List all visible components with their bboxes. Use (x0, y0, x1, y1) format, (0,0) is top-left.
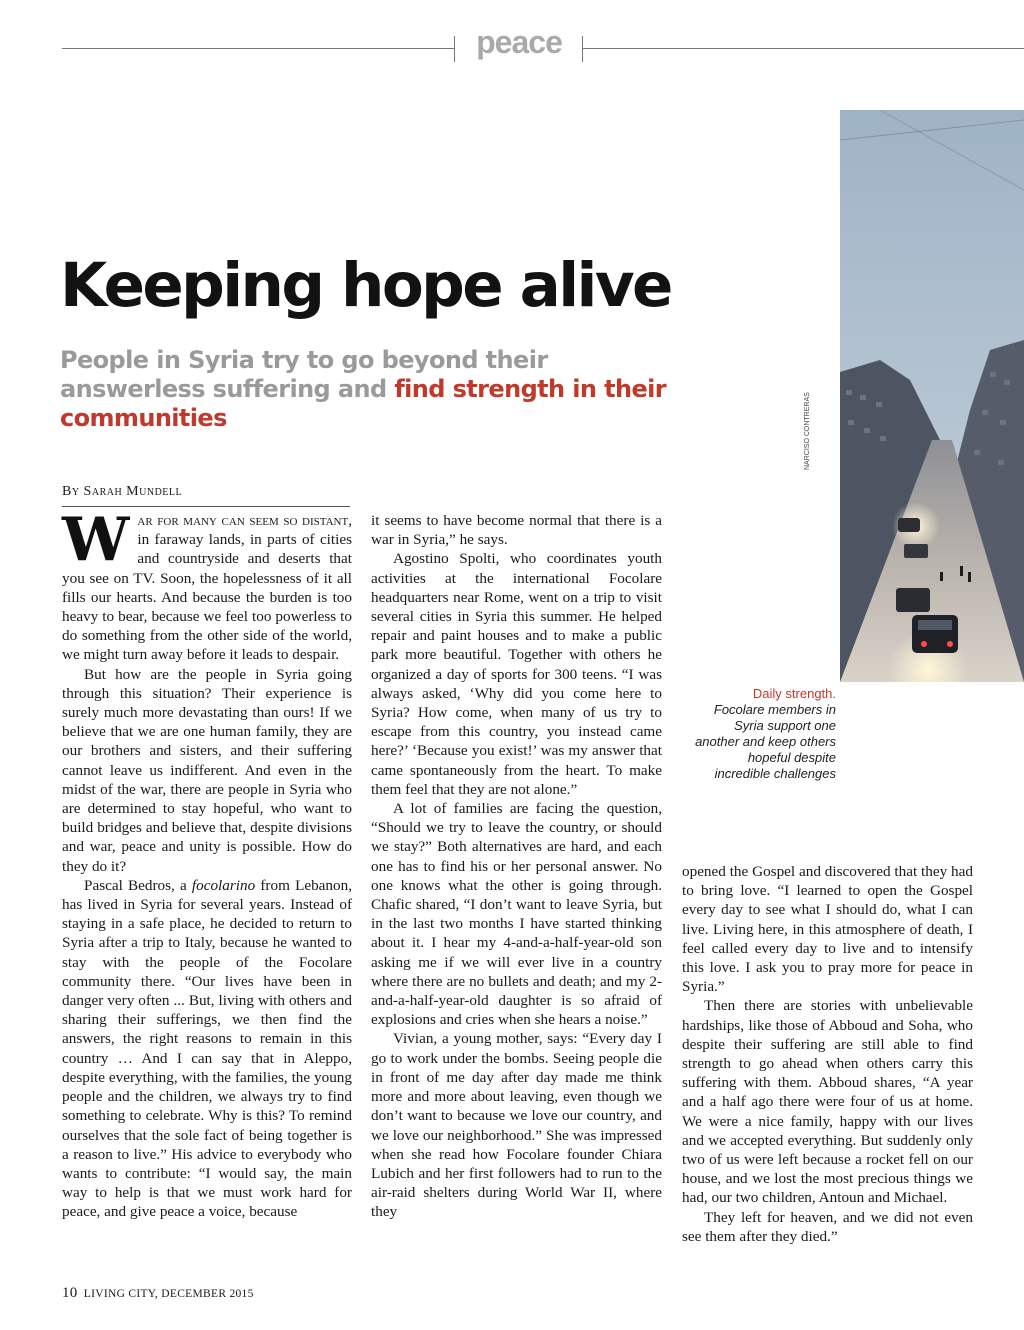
paragraph: Agostino Spolti, who coordinates youth activities at the international Focolare headquarters near Rome, went on a trip to visit several cities in Syria this summer. He helped repair and paint houses and to make a public park more beautiful. Together with others he organized a day of sports for 300 teens. “I was always asked, ‘Why did you come here to Syria? How come, when many of us try to escape from this country, you instead came here?’ ‘Because you exist!’ was my answer that came spontaneously from the heart. To make them feel that they are not alone.” (371, 550, 662, 798)
paragraph-text: Pascal Bedros, a (84, 876, 192, 894)
byline: By Sarah Mundell (62, 484, 350, 507)
paragraph: it seems to have become normal that there is a war in Syria,” he says. (371, 512, 662, 549)
deck-highlight-text: find strength in their communities (60, 375, 667, 432)
paragraph: Then there are stories with unbelievable hardships, like those of Abboud and Soha, who despite their suffering are still able to find strength to go ahead when others carry this suffering with them. Abboud shares, “A year and a half ago there were four of us at home. We were a nice family, happy with our lives and we accepted everything. But suddenly only two of us were left because a rocket fell on our house, and we lost the most precious things we had, our two children, Antoun and Michael. (682, 997, 973, 1207)
caption-title: Daily strength. (752, 686, 836, 701)
paragraph: But how are the people in Syria going through this situation? Their experience is surely much more devastating than ours! If we believe that we are one human family, they are our brothers and sisters, and their suffering cannot leave us indifferent. And even in the midst of the war, there are people in Syria who are determined to stay hopeful, who want to build bridges and believe that, despite divisions and war, peace and unity is possible. How do they do it? (62, 665, 352, 875)
deck-grey-text: People in Syria try to go beyond their answerless suffering and (60, 346, 548, 403)
italic-term: focolarino (191, 876, 256, 894)
street-photo (840, 110, 1024, 682)
paragraph (62, 876, 352, 1222)
column-1 (62, 505, 352, 1222)
section-rule-right (582, 48, 1024, 49)
article-headline: Keeping hope alive (60, 250, 671, 321)
column-3 (682, 862, 973, 1246)
paragraph: They left for heaven, and we did not even see them after they died.” (682, 1208, 973, 1245)
paragraph-text: from Lebanon, has lived in Syria for several years. Instead of staying in a safe place, he decided to return to Syria after a trip to Italy, because he wanted to stay with the people of the Focolare community there. “Our lives have been in danger very often ... But, living with others and sharing their sufferings, we then find the answers, the right reasons to remain in this country … And I can say that in Aleppo, despite everything, with the families, the young people and the children, we always try to find something to celebrate. Why is this? To remind ourselves that the sole fact of being together is a reason to live.” His advice to everybody who wants to contribute: “I would say, the main way to help is that we must work hard for peace, and give peace a voice, because (62, 876, 352, 1221)
paragraph: A lot of families are facing the question, “Should we try to leave the country, or should we stay?” Both alternatives are hard, and each one has to find his or her personal answer. No one knows what the other is going through. Chafic shared, “I don’t want to leave Syria, but in the last two months I have started thinking about it. I hear my 4-and-a-half-year-old son asking me if we will ever live in a country where there are no bullets and death; and my 2-and-a-half-year-old daughter is so afraid of explosions and cries when she hears a noise.” (371, 800, 662, 1029)
paragraph: opened the Gospel and discovered that they had to bring love. “I learned to open the Gospel every day to see what I should do, what I can live. Living here, in this atmosphere of death, I feel called every day to live and to intensify this love. I ask you to pray more for peace in Syria.” (682, 863, 973, 996)
section-tick-left (454, 36, 455, 62)
section-tick-right (582, 36, 583, 62)
paragraph: Vivian, a young mother, says: “Every day I go to work under the bombs. Seeing people die in front of me day after day made me think more and more about leaving, even though we don’t want to because we love our country, and we love our neighborhood.” She was impressed when she read how Focolare founder Chiara Lubich and her first followers had to run to the air-raid shelters during World War II, where they (371, 1030, 662, 1221)
lead-in: ar for many can seem so distant, (137, 512, 352, 529)
photo-credit: NARCISO CONTRERAS (804, 392, 811, 470)
section-label: peace (476, 24, 562, 60)
photo-caption (690, 686, 836, 782)
publication-line: LIVING CITY, DECEMBER 2015 (83, 1288, 254, 1300)
paragraph (62, 505, 352, 665)
paragraph-text: in faraway lands, in parts of cities and countryside and deserts that you see on TV. Soon, the hopelessness of it all fills our hearts. And because the burden is too heavy to bear, because we feel too powerless to do something from the other side of the world, we might turn away before it leads to despair. (62, 531, 352, 664)
drop-cap: W (62, 505, 130, 575)
page-number: 10 (62, 1285, 78, 1301)
caption-body: Focolare members in Syria support one another and keep others hopeful despite incredible challenges (695, 702, 836, 781)
page-footer (62, 1285, 254, 1302)
column-2 (371, 511, 662, 1222)
section-rule-left (62, 48, 454, 49)
street-photo-graphic (840, 110, 1024, 682)
article-deck (60, 346, 700, 433)
